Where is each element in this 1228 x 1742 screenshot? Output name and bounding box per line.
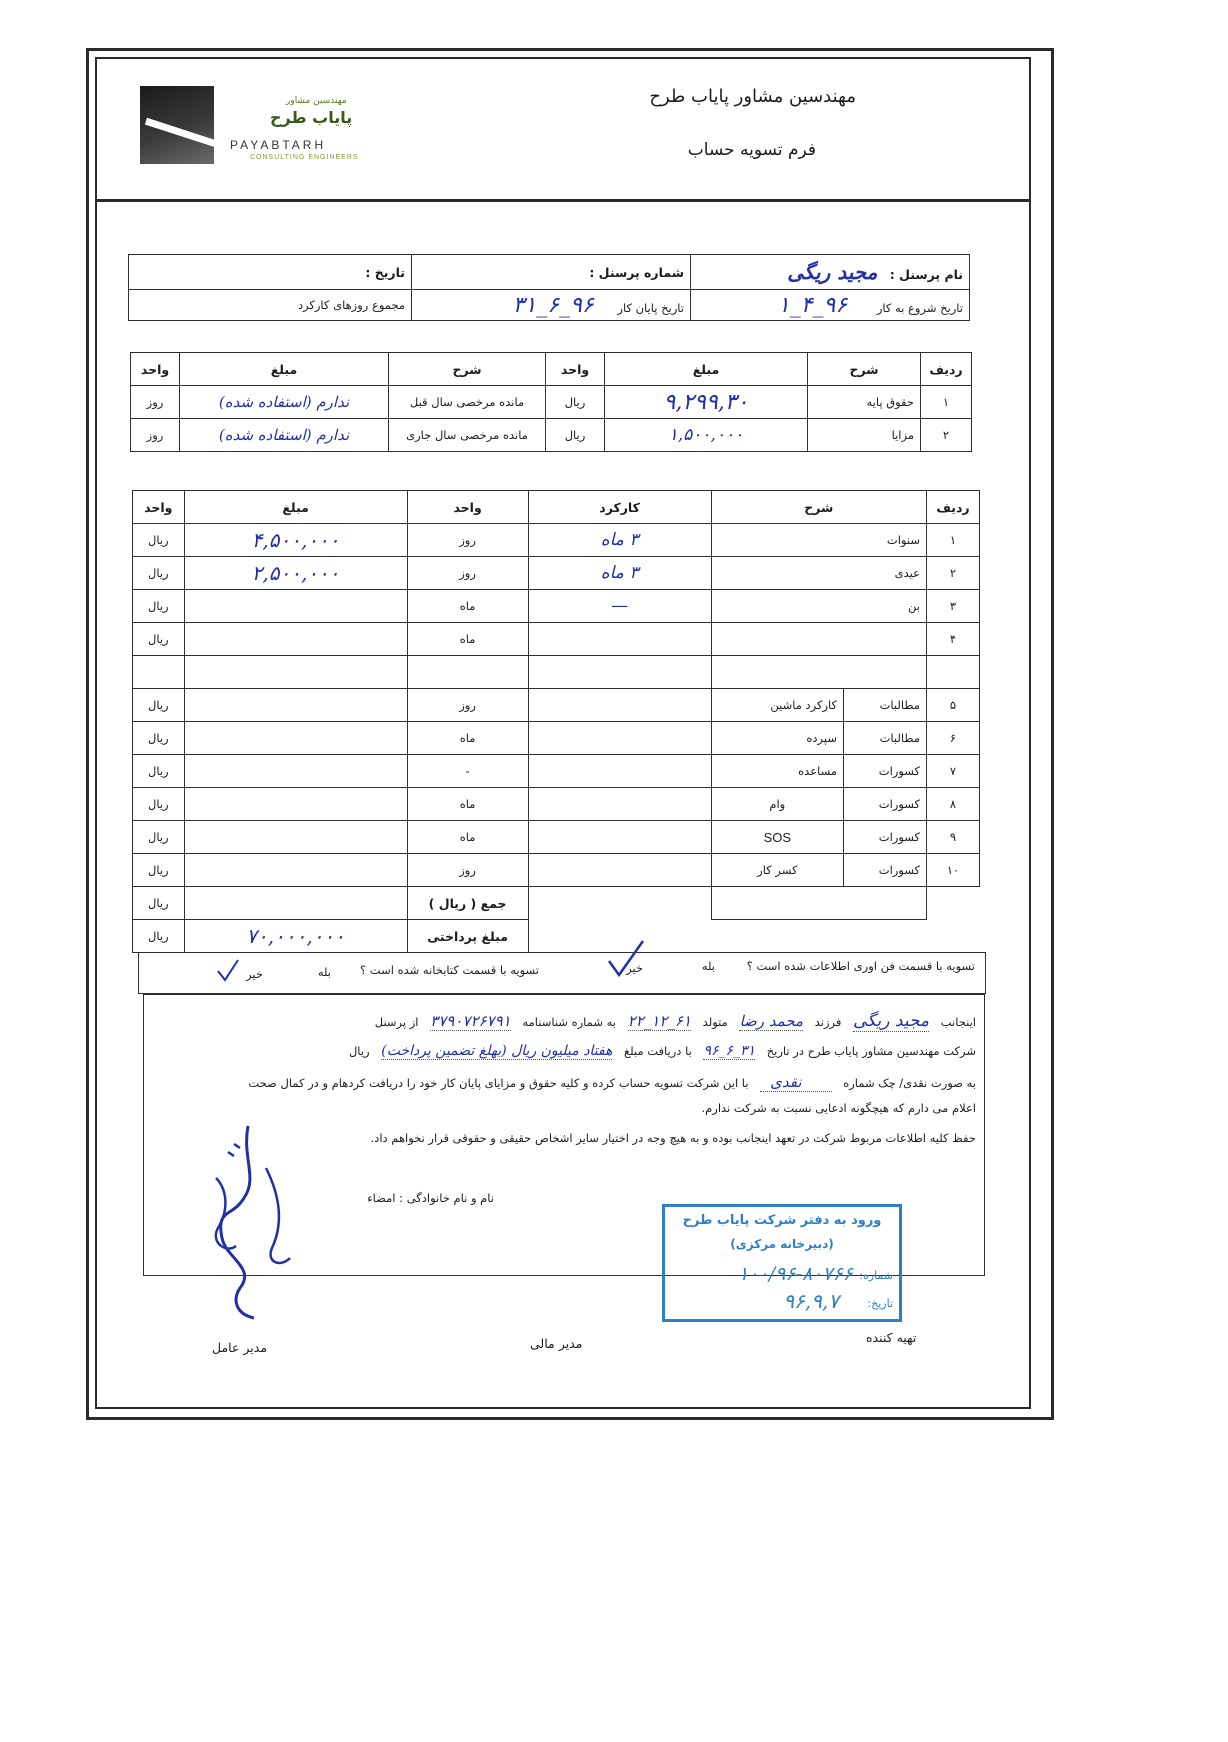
row-number: ۱۰	[927, 854, 980, 887]
settlement-date[interactable]: ۳۱_۶_۹۶	[703, 1043, 756, 1059]
row-unit-2: ریال	[133, 623, 185, 656]
row-description: حقوق پایه	[808, 386, 921, 419]
row-description: عیدی	[711, 557, 926, 590]
table-row	[133, 557, 980, 590]
stamp-date-label: تاریخ:	[867, 1297, 893, 1310]
library-yes[interactable]: بله	[317, 965, 331, 979]
row-number: ۲	[927, 557, 980, 590]
row-item: وام	[711, 788, 843, 821]
stamp-number-value: ۱۰۰/۹۶-۸۰۷۶۶	[738, 1263, 853, 1285]
row-category: مطالبات	[844, 689, 927, 722]
logo-latin: PAYABTARH	[230, 138, 327, 152]
header-sharh: شرح	[711, 491, 926, 524]
table-row	[131, 386, 972, 419]
father-name[interactable]: محمد رضا	[739, 1012, 804, 1030]
library-no[interactable]: خیر	[246, 967, 263, 981]
employee-signature	[196, 1118, 306, 1323]
library-checkmark-icon	[215, 957, 241, 983]
logo-graphic	[140, 86, 214, 164]
row-description	[711, 623, 926, 656]
row-unit: روز	[407, 689, 528, 722]
paid-row	[133, 920, 980, 953]
paid-unit: ریال	[133, 920, 185, 953]
row-unit: ماه	[407, 590, 528, 623]
row-unit-2: ریال	[133, 854, 185, 887]
row-number: ۱	[927, 524, 980, 557]
stamp-title: ورود به دفتر شرکت پایاب طرح	[682, 1213, 882, 1228]
row-item: مساعده	[711, 755, 843, 788]
table-row-empty	[133, 656, 980, 689]
row-description-2: مانده مرخصی سال جاری	[389, 419, 546, 452]
row-unit: -	[407, 755, 528, 788]
sum-label: جمع ( ریال )	[407, 887, 528, 920]
row-amount-2[interactable]: ندارم (استفاده شده)	[180, 386, 389, 419]
table-row	[133, 854, 980, 887]
row-number: ۱	[921, 386, 972, 419]
row-unit: ماه	[407, 623, 528, 656]
salary-leave-table	[130, 352, 972, 452]
tech-no[interactable]: خیر	[626, 961, 643, 975]
row-number: ۲	[921, 419, 972, 452]
row-unit-2: ریال	[133, 557, 185, 590]
logo-persian-small: مهندسین مشاور	[286, 96, 347, 106]
row-number: ۶	[927, 722, 980, 755]
table-row	[133, 788, 980, 821]
header-mablagh: مبلغ	[605, 353, 808, 386]
row-number: ۵	[927, 689, 980, 722]
row-unit-2: ریال	[133, 524, 185, 557]
declaration-line-5: حفظ کلیه اطلاعات مربوط شرکت در تعهد اینجانب بوده و به هیچ وجه در اختیار سایر اشخاص حقیقی و حقوقی قرار نخواهم داد.	[370, 1131, 976, 1145]
info-table	[128, 254, 970, 321]
tech-question: تسویه با قسمت فن اوری اطلاعات شده است ؟	[746, 959, 975, 973]
header-sharh2: شرح	[389, 353, 546, 386]
name-value[interactable]: مجید ریگی	[787, 260, 878, 284]
row-amount[interactable]	[184, 590, 407, 623]
signature-label: نام و نام خانوادگی : امضاء	[367, 1191, 494, 1205]
row-amount[interactable]: ۱,۵۰۰,۰۰۰	[605, 419, 808, 452]
header-vahed: واحد	[407, 491, 528, 524]
row-number: ۹	[927, 821, 980, 854]
row-amount[interactable]: ۹,۲۹۹,۳۰	[605, 386, 808, 419]
office-stamp	[662, 1204, 902, 1322]
row-description: سنوات	[711, 524, 926, 557]
header-radif: ردیف	[921, 353, 972, 386]
header-vahed2: واحد	[131, 353, 180, 386]
header-mablagh2: مبلغ	[180, 353, 389, 386]
row-unit-2: روز	[131, 386, 180, 419]
table-row	[133, 722, 980, 755]
stamp-subtitle: (دبیرخانه مرکزی)	[730, 1237, 834, 1251]
row-unit-2: ریال	[133, 788, 185, 821]
company-logo	[140, 86, 390, 166]
row-item: سپرده	[711, 722, 843, 755]
row-unit: روز	[407, 524, 528, 557]
header-radif: ردیف	[927, 491, 980, 524]
company-name: مهندسین مشاور پایاب طرح	[649, 86, 856, 107]
row-unit: ریال	[546, 419, 605, 452]
stamp-date-value: ۹۶,۹,۷	[783, 1289, 839, 1313]
table-row	[133, 689, 980, 722]
sum-row	[133, 887, 980, 920]
row-category: کسورات	[844, 755, 927, 788]
name-label: نام پرسنل :	[889, 267, 963, 282]
tech-yes[interactable]: بله	[701, 959, 715, 973]
row-description: مزایا	[808, 419, 921, 452]
row-amount[interactable]: ۴,۵۰۰,۰۰۰	[184, 524, 407, 557]
declaration-line-3: به صورت نقدی/ چک شماره نقدی با این شرکت تسویه حساب کرده و کلیه حقوق و مزایای پایان کار خود را دریافت کردهام و در کمال صحت	[248, 1073, 976, 1091]
header-divider	[97, 199, 1029, 202]
header-mablagh: مبلغ	[184, 491, 407, 524]
birth-date[interactable]: ۶۱_۱۲_۲۲	[627, 1012, 692, 1030]
row-unit-2: ریال	[133, 755, 185, 788]
end-date-label: تاریخ پایان کار	[617, 300, 684, 315]
table-row	[131, 419, 972, 452]
row-unit: ریال	[546, 386, 605, 419]
preparer-label: تهیه کننده	[866, 1330, 917, 1345]
row-number: ۸	[927, 788, 980, 821]
paid-amount[interactable]: ۷۰,۰۰۰,۰۰۰	[184, 920, 407, 953]
end-date-value[interactable]: ۹۶_۶_۳۱	[512, 292, 594, 318]
row-number: ۷	[927, 755, 980, 788]
ceo-label: مدیر عامل	[212, 1340, 268, 1355]
finance-manager-label: مدیر مالی	[530, 1336, 583, 1351]
personnel-number-label: شماره پرسنل :	[589, 264, 684, 280]
header-vahed: واحد	[546, 353, 605, 386]
table-row	[133, 590, 980, 623]
row-item: کسر کار	[711, 854, 843, 887]
header-vahed2: واحد	[133, 491, 185, 524]
table-row	[133, 755, 980, 788]
row-amount[interactable]	[184, 623, 407, 656]
row-unit: روز	[407, 557, 528, 590]
date-label: تاریخ :	[365, 264, 405, 280]
payment-method[interactable]: نقدی	[760, 1073, 831, 1092]
row-unit-2: ریال	[133, 590, 185, 623]
table-row	[133, 821, 980, 854]
row-category: مطالبات	[844, 722, 927, 755]
logo-persian-big: پایاب طرح	[270, 108, 353, 127]
row-unit: ماه	[407, 722, 528, 755]
sum-unit: ریال	[133, 887, 185, 920]
row-description: بن	[711, 590, 926, 623]
row-unit-2: ریال	[133, 689, 185, 722]
row-worked[interactable]: —	[528, 590, 711, 623]
paid-label: مبلغ پرداختی	[407, 920, 528, 953]
row-category: کسورات	[844, 854, 927, 887]
form-title: فرم تسویه حساب	[687, 140, 816, 160]
row-item: کارکرد ماشین	[711, 689, 843, 722]
row-unit-2: روز	[131, 419, 180, 452]
employee-name[interactable]: مجید ریگی	[853, 1011, 930, 1031]
settlement-amount-words[interactable]: هفتاد میلیون ریال (بهلغ تضمین پرداخت)	[381, 1043, 613, 1059]
row-category: کسورات	[844, 788, 927, 821]
start-date-label: تاریخ شروع به کار	[876, 300, 963, 315]
stamp-number-label: شماره:	[859, 1269, 893, 1282]
settlement-row	[138, 952, 986, 994]
row-description-2: مانده مرخصی سال قبل	[389, 386, 546, 419]
declaration-line-1: اینجانب مجید ریگی فرزند محمد رضا متولد ۶۱_۱۲_۲۲ به شماره شناسنامه ۳۷۹۰۷۲۶۷۹۱ از پرسنل	[374, 1011, 976, 1031]
logo-latin-sub: CONSULTING ENGINEERS	[250, 154, 359, 161]
work-days-label: مجموع روزهای کارکرد	[297, 298, 405, 312]
tech-checkmark-icon	[605, 939, 647, 979]
header-karkard: کارکرد	[528, 491, 711, 524]
start-date-value[interactable]: ۹۶_۴_۱	[777, 292, 848, 318]
row-category: کسورات	[844, 821, 927, 854]
row-amount-2[interactable]: ندارم (استفاده شده)	[180, 419, 389, 452]
row-unit-2: ریال	[133, 722, 185, 755]
declaration-line-4: اعلام می دارم که هیچگونه ادعایی نسبت به شرکت ندارم.	[701, 1101, 976, 1115]
row-number: ۳	[927, 590, 980, 623]
library-question: تسویه با قسمت کتابخانه شده است ؟	[360, 963, 539, 977]
table-row	[133, 623, 980, 656]
declaration-line-2: شرکت مهندسین مشاور پایاب طرح در تاریخ ۳۱_۶_۹۶ با دریافت مبلغ هفتاد میلیون ریال (بهلغ تضمین پرداخت) ریال	[348, 1043, 976, 1059]
row-unit-2: ریال	[133, 821, 185, 854]
table-row	[133, 524, 980, 557]
row-worked[interactable]: ۳ ماه	[528, 524, 711, 557]
row-unit: ماه	[407, 821, 528, 854]
id-number[interactable]: ۳۷۹۰۷۲۶۷۹۱	[430, 1012, 511, 1030]
row-number: ۴	[927, 623, 980, 656]
row-amount[interactable]: ۲,۵۰۰,۰۰۰	[184, 557, 407, 590]
header-sharh: شرح	[808, 353, 921, 386]
row-unit: روز	[407, 854, 528, 887]
row-worked[interactable]	[528, 623, 711, 656]
row-item: SOS	[711, 821, 843, 854]
severance-table	[132, 490, 980, 953]
row-worked[interactable]: ۳ ماه	[528, 557, 711, 590]
row-unit: ماه	[407, 788, 528, 821]
